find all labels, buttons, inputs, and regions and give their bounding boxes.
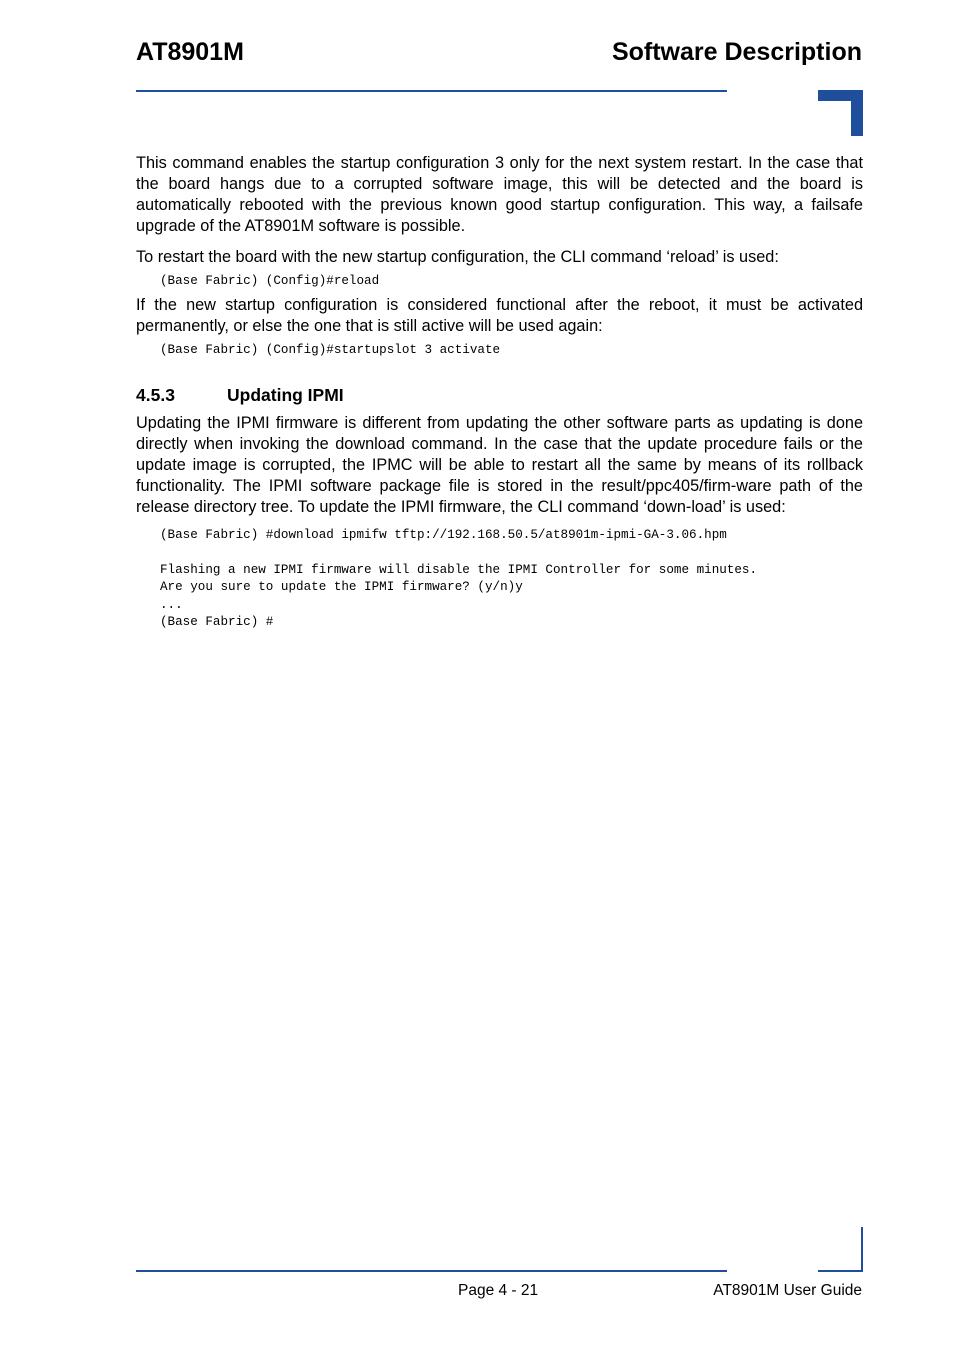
page-number: Page 4 - 21 [458,1282,539,1299]
paragraph-restart: To restart the board with the new startup configuration, the CLI command ‘reload’ is used: [136,248,779,266]
page-content [136,153,863,632]
code-output: Flashing a new IPMI firmware will disable the IPMI Controller for some minutes. Are you sure to update the IPMI firmware? (y/n)y ... (Base Fabric) # [160,562,758,629]
chapter-title: Software Description [611,38,862,66]
corner-mark-bottom-vertical [861,1227,863,1272]
header-rule [136,90,727,92]
code-download: (Base Fabric) #download ipmifw tftp://192.168.50.5/at8901m-ipmi-GA-3.06.hpm [160,528,727,542]
paragraph-activate: If the new startup configuration is considered functional after the reboot, it must be activated permanently, or else the one that is still active will be used again: [136,295,863,335]
section-heading [136,384,863,406]
footer-guide-title: AT8901M User Guide [713,1282,862,1299]
corner-mark-bottom-horizontal [818,1270,863,1272]
section-title: Updating IPMI [227,385,344,405]
corner-mark-top-vertical [851,90,863,136]
document-title: AT8901M [136,38,244,66]
section-number: 4.5.3 [136,385,175,405]
code-startupslot: (Base Fabric) (Config)#startupslot 3 activate [160,342,501,357]
paragraph-ipmi-update: Updating the IPMI firmware is different from updating the other software parts as updating is done directly when invoking the download command. In the case that the update procedure fails or the update image is corrupted, the IPMC will be able to restart all the same by means of its rollback functionality. The IPMI software package file is stored in the result/ppc405/firm-ware path of the release directory tree. To update the IPMI firmware, the CLI command ‘down-load’ is used: [136,414,863,516]
code-reload: (Base Fabric) (Config)#reload [160,274,380,288]
paragraph-startup-config: This command enables the startup configuration 3 only for the next system restart. In the case that the board hangs due to a corrupted software image, this will be detected and the board is automatically rebooted with the previous known good startup configuration. This way, a failsafe upgrade of the AT8901M software is possible. [136,154,863,235]
footer-rule [136,1270,727,1272]
